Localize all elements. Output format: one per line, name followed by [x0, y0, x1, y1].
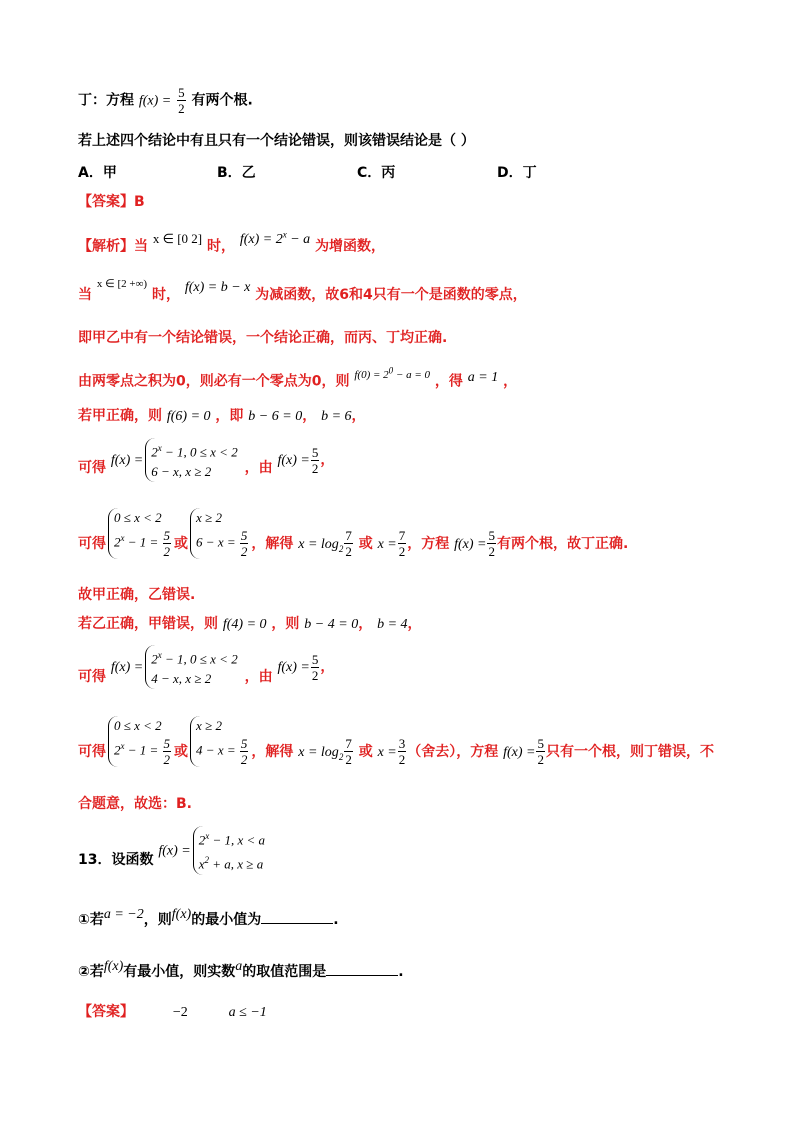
system-brace: 0 ≤ x < 2 $2^x - 1$ = $\frac{5}{2}$ [108, 508, 172, 559]
text: 为减函数，故6和4只有一个是函数的零点， [255, 287, 527, 303]
math-a: a [235, 959, 243, 974]
math-fx: f(x) = [110, 453, 144, 469]
text: ，则 [271, 616, 300, 632]
text: 有两个根. [191, 92, 253, 109]
text: ， [351, 408, 366, 424]
text: 若乙正确，甲错误，则 [78, 616, 218, 632]
math-fx: f(x) [103, 959, 124, 974]
text: ，由 [244, 460, 273, 477]
math-a-eq-1: a = 1 [467, 369, 499, 385]
text: 丁：方程 [78, 92, 134, 109]
text: . [333, 912, 339, 928]
text: ①若 [78, 912, 104, 928]
analysis-line-5 [78, 406, 366, 427]
text: ， [320, 659, 335, 676]
math-f-2x-a: $f(x) = 2^x - a$ [239, 229, 311, 247]
fraction-5-2: $\frac{5}{2}$ [178, 85, 185, 116]
text: 由两零点之积为0，则必有一个零点为0，则 [78, 373, 350, 390]
analysis-line-8: 故甲正确，乙错误. [78, 587, 196, 603]
statement-ding [78, 85, 253, 116]
text: 当 [78, 287, 92, 303]
text: . [398, 964, 404, 980]
question-13-part-1 [78, 907, 339, 931]
text: 或 [358, 535, 373, 552]
text: 只有一个根，则丁错误，不 [545, 743, 714, 760]
math-f-bx: f(x) = b − x [184, 280, 251, 295]
text: ，方程 [456, 743, 499, 760]
analysis-line-12: 合题意，故选：B. [78, 796, 192, 812]
text: ②若 [78, 964, 104, 980]
math-fx: f(x) [171, 907, 192, 922]
math-fx: f(x) = [277, 660, 310, 676]
piecewise-brace: $2^x - 1$, x < a $x^2 + a$, x ≥ a [193, 826, 265, 875]
math-fx: f(x) = [138, 93, 172, 109]
text: ，由 [244, 669, 273, 686]
piecewise-brace: $2^x - 1$, 0 ≤ x < 2 4 − x, x ≥ 2 [145, 645, 237, 689]
math-x-eq: x = [377, 744, 397, 760]
math-fx: f(x) = [454, 536, 487, 552]
text: ，解得 [251, 535, 294, 552]
text: 或 [174, 743, 189, 760]
analysis-label: 【解析】 [78, 238, 134, 255]
math-f0: f(0) = 20 − a = 0 [354, 365, 431, 381]
math-interval: x ∈ [0 2] [152, 230, 203, 246]
math-x-log: $x = \log_2$ [298, 536, 344, 554]
math-b-eq-4: b = 4 [377, 617, 408, 632]
text: ，解得 [251, 743, 294, 760]
text: 或 [174, 535, 189, 552]
system-brace: x ≥ 2 4 − x = $\frac{5}{2}$ [190, 716, 249, 767]
text: 时， [206, 238, 235, 255]
math-f6: f(6) = 0 [166, 409, 211, 424]
text: ， [503, 373, 518, 390]
text: 可得 [78, 669, 106, 686]
option-b: B．乙 [217, 165, 256, 181]
text: ， [302, 408, 317, 424]
text: ，即 [215, 408, 244, 424]
text: （舍去） [407, 743, 457, 760]
answer-value: B [134, 194, 145, 210]
analysis-line-6 [78, 438, 334, 482]
text: 可得 [78, 535, 106, 552]
analysis-line-7: 可得 0 ≤ x < 2 $2^x - 1$ = $\frac{5}{2}$ 或 x ≥ 2 6 − x = $\frac{5}{2}$ ，解得 $x = \log_2$ $\frac{7}{2}$ 或 x = $\frac{7}{2}$ ，方程 f(x) = $\frac{5}{2}$ 有两个根，故丁正确. [78, 510, 629, 559]
question-stem: 若上述四个结论中有且只有一个结论错误，则该错误结论是（ ） [78, 133, 475, 149]
text: 的取值范围是 [242, 964, 327, 980]
math-b-eq-6: b = 6 [321, 409, 352, 424]
math-x-log: $x = \log_2$ [298, 744, 344, 762]
answer-blank[interactable] [326, 963, 398, 976]
text: 时， [151, 287, 180, 303]
text: ，方程 [407, 535, 450, 552]
system-brace: x ≥ 2 6 − x = $\frac{5}{2}$ [190, 508, 249, 559]
text: ， [407, 616, 422, 632]
analysis-line-9 [78, 614, 422, 635]
text: ，得 [434, 373, 463, 390]
math-b4: b − 4 = 0 [304, 617, 359, 632]
math-fx: f(x) = [277, 453, 310, 469]
text: 可得 [78, 743, 106, 760]
analysis-line-10 [78, 645, 334, 689]
answer-13 [78, 1002, 267, 1023]
analysis-line-4 [78, 365, 518, 393]
option-a: A．甲 [78, 165, 117, 181]
fraction-5-2: $\frac{5}{2}$ [311, 444, 319, 476]
text: 13．设函数 [78, 852, 154, 869]
text: 为增函数， [315, 238, 386, 255]
text: 当 [134, 238, 148, 255]
math-x-eq: x = [377, 536, 397, 552]
math-a-eq-m2: a = −2 [103, 907, 144, 922]
text: 或 [358, 743, 373, 760]
question-13-part-2 [78, 959, 404, 983]
option-c: C．丙 [357, 165, 396, 181]
piecewise-brace: $2^x - 1$, 0 ≤ x < 2 6 − x, x ≥ 2 [145, 438, 237, 482]
text: ，则 [143, 912, 172, 928]
answer-label: 【答案】 [78, 194, 134, 210]
text: 若甲正确，则 [78, 408, 162, 424]
math-fx: f(x) = [110, 660, 144, 676]
option-d: D．丁 [497, 165, 537, 181]
fraction-5-2: $\frac{5}{2}$ [311, 651, 319, 683]
answer [78, 192, 145, 212]
text: 的最小值为 [191, 912, 262, 928]
answer-blank[interactable] [261, 911, 333, 924]
answer-value-2: a ≤ −1 [228, 1005, 267, 1020]
math-fx: f(x) = [503, 744, 536, 760]
question-13 [78, 826, 267, 875]
text: 有最小值，则实数 [123, 964, 236, 980]
text: 有两个根，故丁正确. [496, 535, 629, 552]
math-interval: x ∈ [2 +∞) [96, 278, 148, 290]
analysis-line-11: 可得 0 ≤ x < 2 $2^x - 1$ = $\frac{5}{2}$ 或 x ≥ 2 4 − x = $\frac{5}{2}$ ，解得 $x = \log_2$ $\frac{7}{2}$ 或 x = $\frac{3}{2}$ （舍去），方程 f(x) = $\frac{5}{2}$ 只有一个根，则丁错误，不 [78, 718, 714, 767]
analysis-line-3: 即甲乙中有一个结论错误，一个结论正确，而丙、丁均正确. [78, 330, 448, 346]
answer-value-1: −2 [172, 1005, 188, 1020]
math-fx: f(x) = [158, 843, 191, 859]
math-f4: f(4) = 0 [222, 617, 267, 632]
math-b6: b − 6 = 0 [248, 409, 303, 424]
answer-label: 【答案】 [78, 1004, 134, 1020]
text: ， [320, 452, 335, 469]
text: ， [358, 616, 373, 632]
system-brace: 0 ≤ x < 2 $2^x - 1$ = $\frac{5}{2}$ [108, 716, 172, 767]
text: 可得 [78, 460, 106, 477]
analysis-line-1 [78, 229, 386, 258]
